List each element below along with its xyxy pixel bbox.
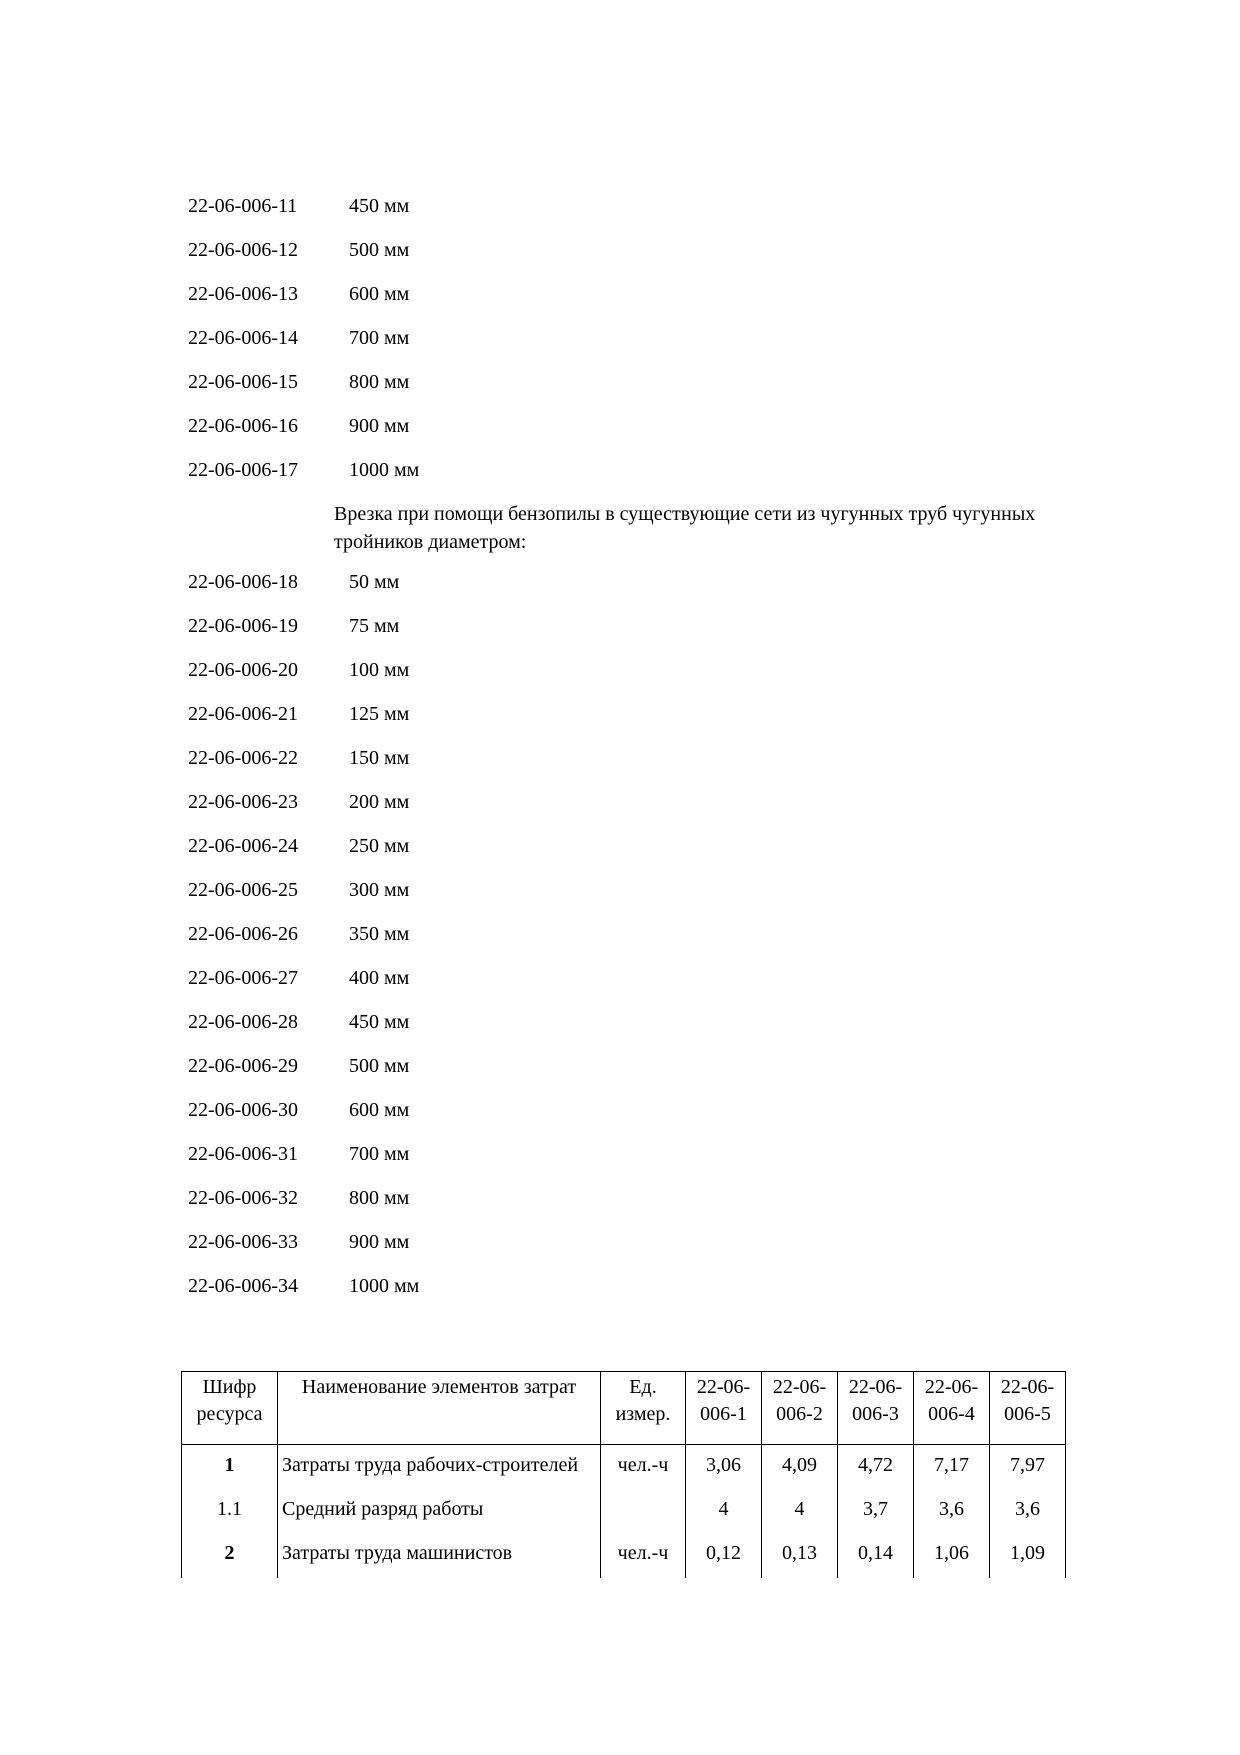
header-cost-element-name — [278, 1372, 601, 1445]
list-item — [188, 964, 1088, 1008]
entry-size: 450 мм — [349, 1011, 410, 1033]
entry-code: 22-06-006-20 — [188, 659, 298, 681]
list-item — [188, 236, 1088, 280]
entry-code: 22-06-006-22 — [188, 747, 298, 769]
row-name: Затраты труда рабочих-строителей — [278, 1445, 601, 1489]
header-col-3 — [838, 1372, 914, 1445]
list-item — [188, 876, 1088, 920]
entry-size: 300 мм — [349, 879, 410, 901]
header-text: 006-5 — [1004, 1403, 1051, 1425]
list-item — [188, 832, 1088, 876]
list-item — [188, 368, 1088, 412]
entry-code: 22-06-006-29 — [188, 1055, 298, 1077]
list-item — [188, 192, 1088, 236]
entry-size: 600 мм — [349, 283, 410, 305]
row-value: 4 — [686, 1489, 762, 1533]
list-item — [188, 744, 1088, 788]
entry-code: 22-06-006-34 — [188, 1275, 298, 1297]
list-item — [188, 1184, 1088, 1228]
row-value: 4,72 — [838, 1445, 914, 1489]
row-value: 3,06 — [686, 1445, 762, 1489]
entry-size: 700 мм — [349, 1143, 410, 1165]
entry-size: 500 мм — [349, 1055, 410, 1077]
header-col-1 — [686, 1372, 762, 1445]
header-unit — [601, 1372, 686, 1445]
header-text: 22-06- — [848, 1376, 903, 1398]
entry-code: 22-06-006-24 — [188, 835, 298, 857]
header-text: измер. — [615, 1403, 671, 1425]
header-resource-code — [182, 1372, 278, 1445]
row-code: 2 — [182, 1533, 278, 1578]
entry-code: 22-06-006-21 — [188, 703, 298, 725]
row-value: 3,6 — [914, 1489, 990, 1533]
row-value: 0,12 — [686, 1533, 762, 1578]
entry-size: 800 мм — [349, 371, 410, 393]
section-heading: Врезка при помощи бензопилы в существующие сети из чугунных труб чугунных тройников диаметром: — [334, 503, 1036, 553]
header-text: 22-06- — [696, 1376, 751, 1398]
list-item — [188, 612, 1088, 656]
entry-size: 600 мм — [349, 1099, 410, 1121]
entry-code: 22-06-006-17 — [188, 459, 298, 481]
list-item — [188, 412, 1088, 456]
header-text: 22-06- — [772, 1376, 827, 1398]
entry-size: 1000 мм — [349, 1275, 420, 1297]
list-item — [188, 920, 1088, 964]
row-value: 3,7 — [838, 1489, 914, 1533]
header-col-5 — [990, 1372, 1066, 1445]
table-row — [182, 1445, 1066, 1489]
row-value: 1,09 — [990, 1533, 1066, 1578]
entry-size: 350 мм — [349, 923, 410, 945]
entry-code: 22-06-006-23 — [188, 791, 298, 813]
entry-code: 22-06-006-27 — [188, 967, 298, 989]
entry-code: 22-06-006-11 — [188, 195, 298, 217]
entry-code: 22-06-006-18 — [188, 571, 298, 593]
row-value: 4 — [762, 1489, 838, 1533]
header-text: 22-06- — [924, 1376, 979, 1398]
entry-code: 22-06-006-13 — [188, 283, 298, 305]
row-value: 3,6 — [990, 1489, 1066, 1533]
entry-code: 22-06-006-26 — [188, 923, 298, 945]
entry-size: 900 мм — [349, 415, 410, 437]
entry-code: 22-06-006-19 — [188, 615, 298, 637]
header-text: 006-4 — [928, 1403, 975, 1425]
header-text: 006-3 — [852, 1403, 899, 1425]
entry-code: 22-06-006-15 — [188, 371, 298, 393]
row-value: 7,17 — [914, 1445, 990, 1489]
row-value: 0,14 — [838, 1533, 914, 1578]
list-item — [188, 788, 1088, 832]
entry-code: 22-06-006-28 — [188, 1011, 298, 1033]
entry-code: 22-06-006-33 — [188, 1231, 298, 1253]
list-item — [188, 1272, 1088, 1316]
list-item — [188, 280, 1088, 324]
list-item — [188, 1008, 1088, 1052]
entry-size: 700 мм — [349, 327, 410, 349]
header-col-2 — [762, 1372, 838, 1445]
row-name: Средний разряд работы — [278, 1489, 601, 1533]
entry-size: 125 мм — [349, 703, 410, 725]
entry-size: 450 мм — [349, 195, 410, 217]
entry-size: 1000 мм — [349, 459, 420, 481]
header-text: 22-06- — [1000, 1376, 1055, 1398]
row-value: 4,09 — [762, 1445, 838, 1489]
entry-code: 22-06-006-25 — [188, 879, 298, 901]
entry-size: 50 мм — [349, 571, 400, 593]
entry-size: 200 мм — [349, 791, 410, 813]
header-text: 006-1 — [700, 1403, 747, 1425]
header-text: Шифр — [202, 1376, 257, 1398]
entry-code: 22-06-006-30 — [188, 1099, 298, 1121]
list-item — [188, 568, 1088, 612]
table-row — [182, 1533, 1066, 1578]
entry-size: 250 мм — [349, 835, 410, 857]
list-item — [188, 324, 1088, 368]
row-code: 1 — [182, 1445, 278, 1489]
entry-size: 75 мм — [349, 615, 400, 637]
list-item — [188, 1096, 1088, 1140]
row-code: 1.1 — [182, 1489, 278, 1533]
entry-size: 400 мм — [349, 967, 410, 989]
entry-list — [188, 192, 1088, 1316]
entry-size: 150 мм — [349, 747, 410, 769]
entry-size: 500 мм — [349, 239, 410, 261]
resource-table — [181, 1371, 1066, 1578]
table-row — [182, 1489, 1066, 1533]
row-unit: чел.-ч — [601, 1445, 686, 1489]
row-unit: чел.-ч — [601, 1533, 686, 1578]
entry-code: 22-06-006-16 — [188, 415, 298, 437]
entry-size: 100 мм — [349, 659, 410, 681]
list-item — [188, 1228, 1088, 1272]
header-text: ресурса — [196, 1403, 263, 1425]
entry-code: 22-06-006-31 — [188, 1143, 298, 1165]
header-text: Наименование элементов затрат — [301, 1376, 577, 1398]
list-item — [188, 456, 1088, 494]
row-unit — [601, 1489, 686, 1533]
row-value: 7,97 — [990, 1445, 1066, 1489]
list-item — [188, 656, 1088, 700]
header-text: 006-2 — [776, 1403, 823, 1425]
list-item — [188, 1140, 1088, 1184]
entry-size: 800 мм — [349, 1187, 410, 1209]
entry-code: 22-06-006-14 — [188, 327, 298, 349]
table-header-row — [182, 1372, 1066, 1445]
row-name: Затраты труда машинистов — [278, 1533, 601, 1578]
list-item — [188, 1052, 1088, 1096]
header-text: Ед. — [629, 1376, 657, 1398]
header-col-4 — [914, 1372, 990, 1445]
entry-code: 22-06-006-32 — [188, 1187, 298, 1209]
list-item — [188, 700, 1088, 744]
row-value: 1,06 — [914, 1533, 990, 1578]
row-value: 0,13 — [762, 1533, 838, 1578]
entry-size: 900 мм — [349, 1231, 410, 1253]
entry-code: 22-06-006-12 — [188, 239, 298, 261]
